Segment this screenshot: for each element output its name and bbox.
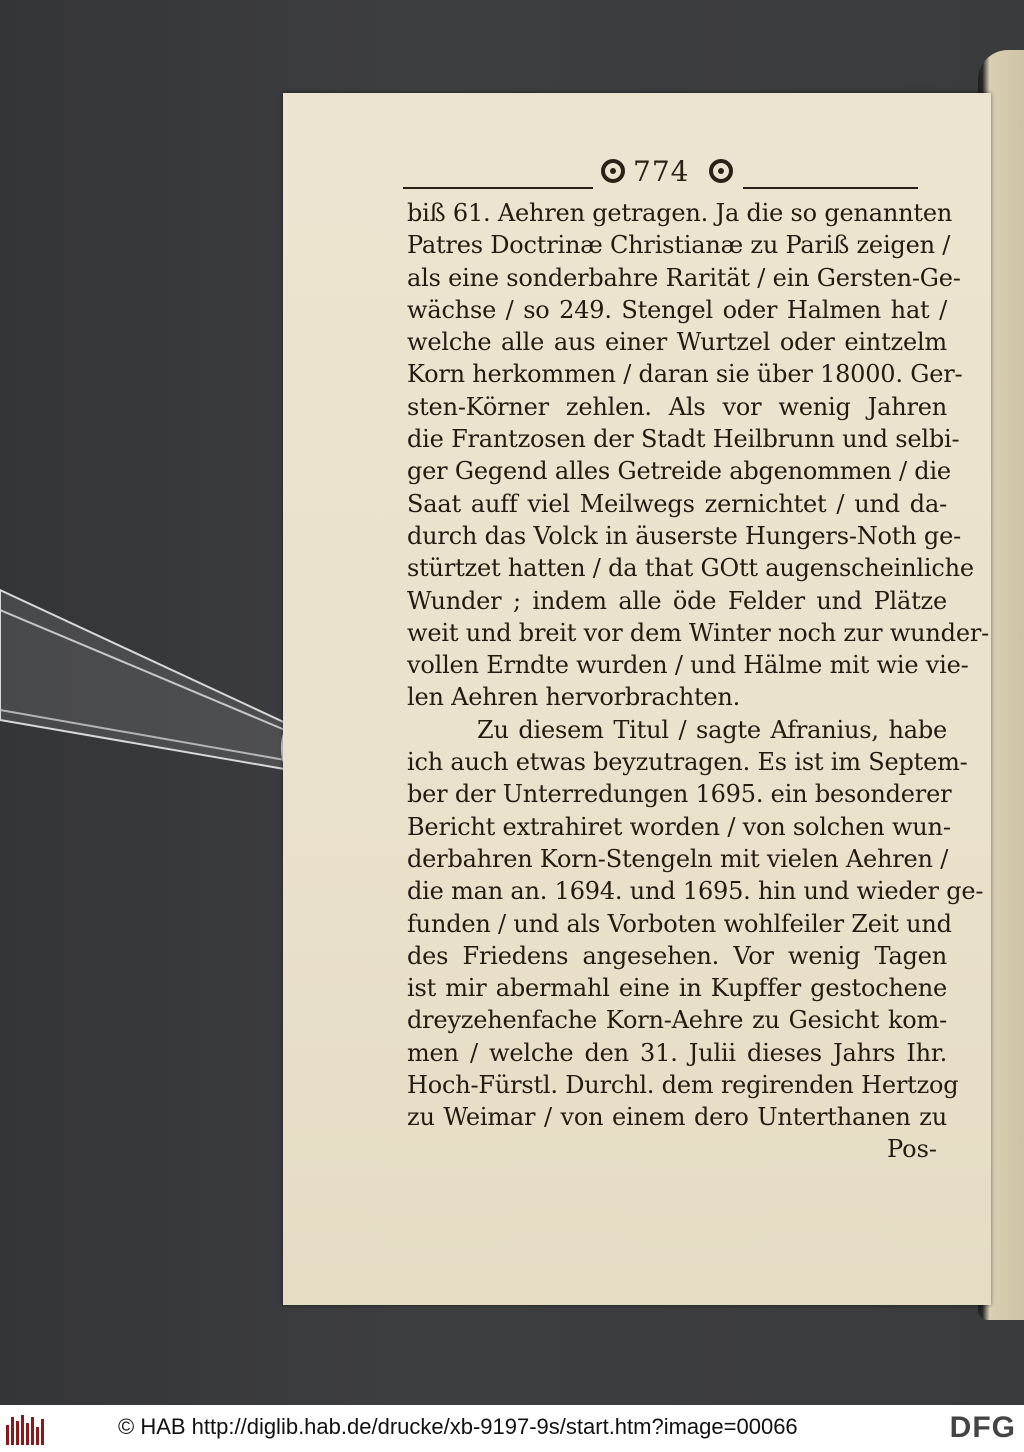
catchword: Pos- [886, 1135, 937, 1163]
text-line: die Frantzosen der Stadt Heilbrunn und selbi- [407, 425, 960, 454]
page-text [407, 197, 990, 1134]
text-line: wächse / so 249. Stengel oder Halmen hat / [407, 295, 947, 324]
text-line: ist mir abermahl eine in Kupffer gestochene [407, 974, 947, 1003]
header-rule-right [743, 187, 918, 189]
copyright-link[interactable]: © HAB http://diglib.hab.de/drucke/xb-9197-9s/start.htm?image=00066 [118, 1414, 798, 1439]
text-line: ich auch etwas beyzutragen. Es ist im Septem- [407, 748, 968, 777]
text-line: men / welche den 31. Julii dieses Jahrs Ihr. [407, 1038, 947, 1067]
text-line: Korn herkommen / daran sie über 18000. Ger- [407, 360, 963, 389]
ornament-right-icon [709, 159, 733, 183]
text-line: vollen Erndte wurden / und Hälme mit wie vie- [407, 651, 969, 680]
footer-bar [0, 1405, 1024, 1452]
hab-logo-icon [6, 1413, 44, 1445]
text-line: dreyzehenfache Korn-Aehre zu Gesicht kom- [407, 1006, 947, 1035]
text-line: Bericht extrahiret worden / von solchen wun- [407, 812, 951, 841]
book-page [283, 93, 991, 1305]
page-number: 774 [633, 155, 690, 188]
text-line: weit und breit vor dem Winter noch zur wunder- [407, 618, 990, 647]
text-line: ber der Unterredungen 1695. ein besonderer [407, 780, 952, 809]
text-line: welche alle aus einer Wurtzel oder eintzelm [407, 328, 947, 357]
ornament-left-icon [601, 159, 625, 183]
text-line: derbahren Korn-Stengeln mit vielen Aehren / [407, 844, 949, 873]
text-line: Wunder ; indem alle öde Felder und Plätze [407, 586, 947, 615]
text-line: durch das Volck in äuserste Hungers-Noth ge- [407, 521, 961, 550]
text-line: die man an. 1694. und 1695. hin und wieder ge- [407, 877, 984, 906]
text-line: Patres Doctrinæ Christianæ zu Pariß zeigen / [407, 231, 951, 260]
header-rule-left [403, 187, 593, 189]
text-line: als eine sonderbahre Rarität / ein Gersten-Ge- [407, 263, 961, 292]
text-line: stürtzet hatten / da that GOtt augenscheinliche [407, 554, 974, 583]
text-line: Hoch-Fürstl. Durchl. dem regirenden Hertzog [407, 1071, 959, 1100]
text-line: len Aehren hervorbrachten. [407, 683, 741, 712]
text-line: Saat auff viel Meilwegs zernichtet / und da- [407, 489, 947, 518]
page-header [283, 153, 991, 193]
text-line: sten-Körner zehlen. Als vor wenig Jahren [407, 392, 947, 421]
text-line: zu Weimar / von einem dero Unterthanen zu [407, 1103, 947, 1132]
text-line: des Friedens angesehen. Vor wenig Tagen [407, 941, 947, 970]
text-line: biß 61. Aehren getragen. Ja die so genannten [407, 199, 953, 227]
text-line: funden / und als Vorboten wohlfeiler Zeit und [407, 909, 952, 938]
dfg-logo: DFG [949, 1411, 1016, 1444]
text-line: Zu diesem Titul / sagte Afranius, habe [477, 715, 947, 744]
glass-pointer [0, 570, 300, 830]
text-line: ger Gegend alles Getreide abgenommen / die [407, 457, 951, 486]
